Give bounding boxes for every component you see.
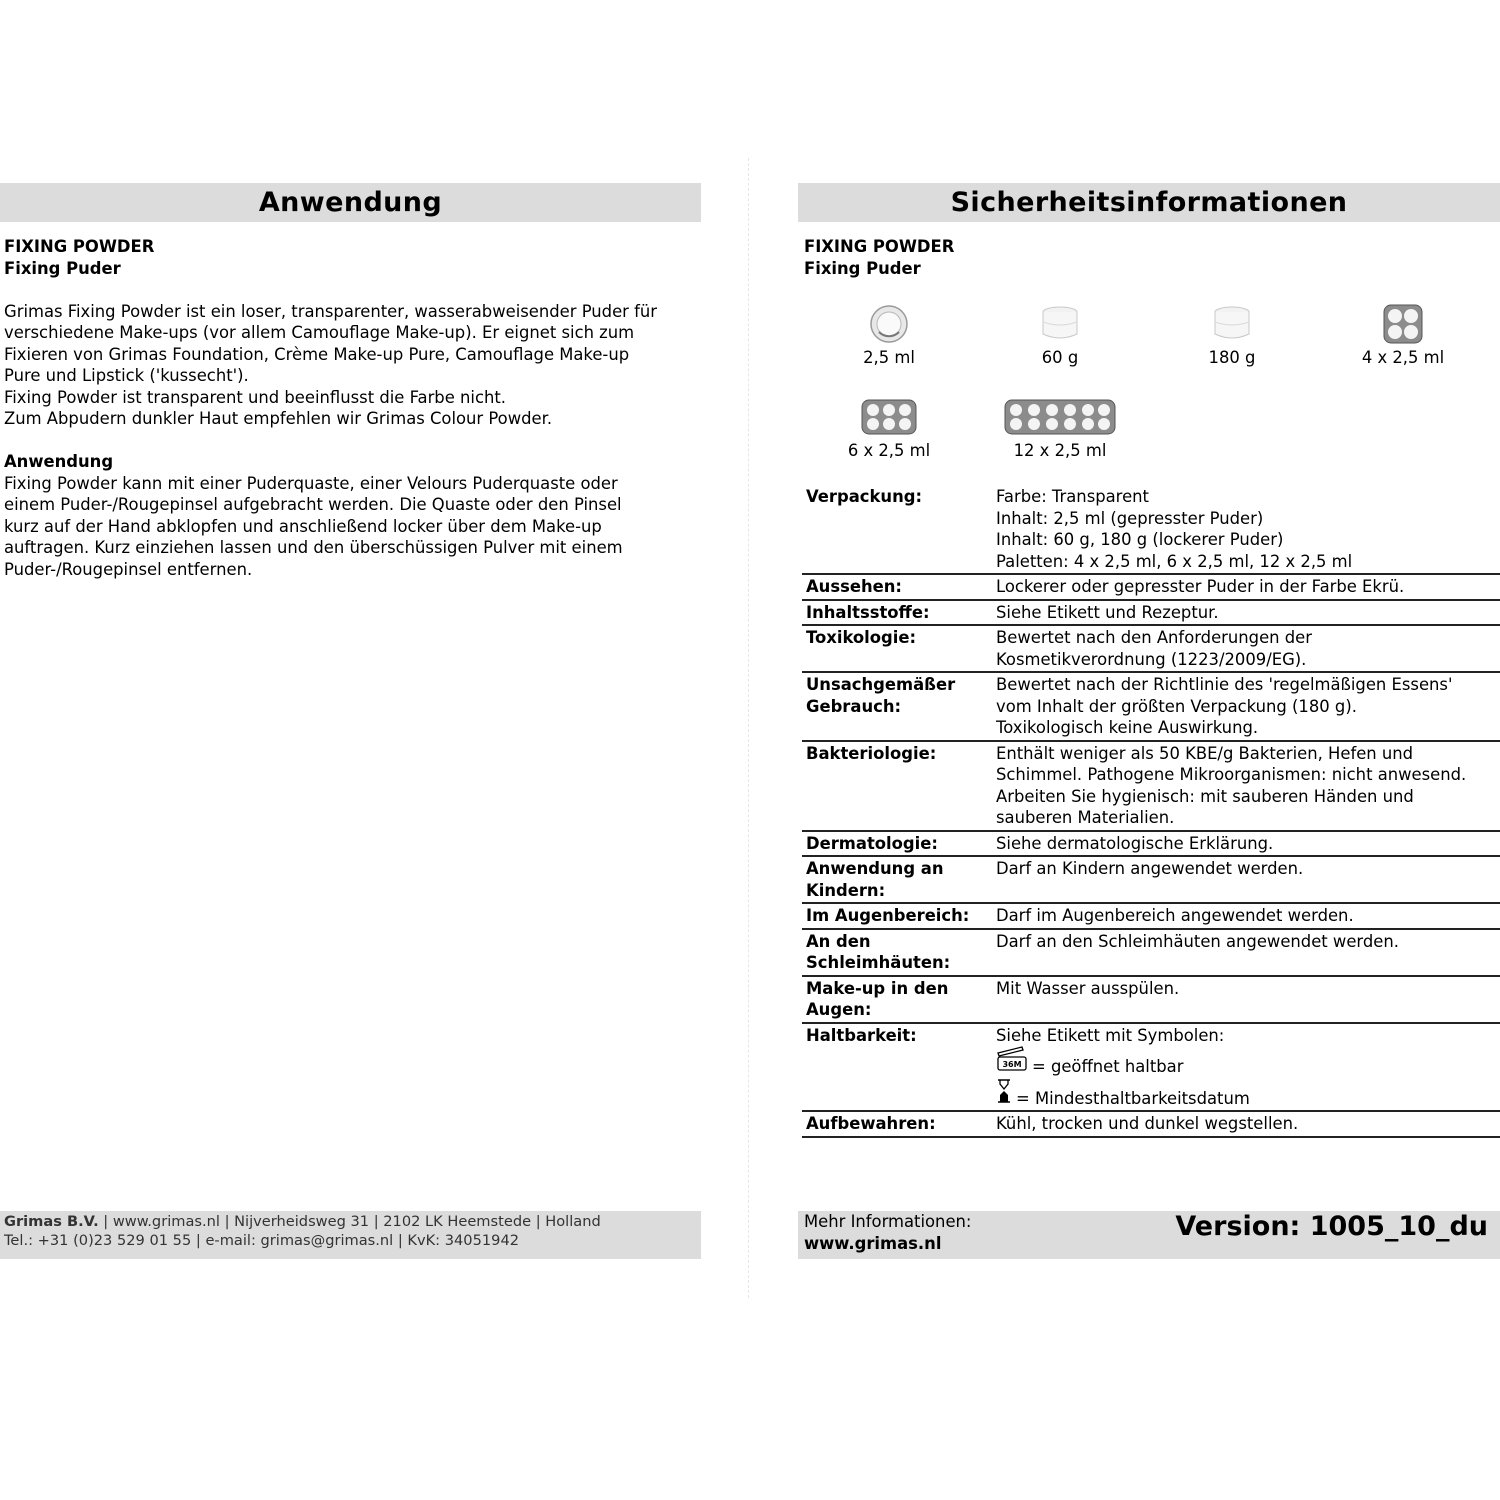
row-value <box>992 741 1500 831</box>
row-value <box>992 574 1500 600</box>
row-key: Make-up in den Augen: <box>806 978 949 1019</box>
ring-pan-icon <box>804 302 974 346</box>
usage-text: Fixing Powder kann mit einer Puderquaste, einer Velours Puderquaste oder einem Puder-/Rougepinsel aufgebracht werden. Die Quaste oder den Pinsel kurz auf der Hand abklopfen und anschließend locker über dem Make-up auftragen. Kurz einziehen lassen und den überschüssigen Pulver mit einem Puder-/Rougepinsel entfernen. <box>4 473 623 579</box>
application-heading-bar <box>0 183 701 222</box>
company-footer <box>0 1211 701 1259</box>
row-value <box>992 672 1500 741</box>
table-row <box>802 856 1500 903</box>
value-line: Darf an den Schleimhäuten angewendet werden. <box>996 931 1399 951</box>
row-key: Inhaltsstoffe: <box>806 602 930 622</box>
more-info <box>804 1211 971 1254</box>
value-line: Siehe dermatologische Erklärung. <box>996 833 1274 853</box>
package-item <box>804 302 974 367</box>
package-item <box>975 395 1145 460</box>
package-item <box>804 395 974 460</box>
application-heading: Anwendung <box>258 187 443 218</box>
value-line: Lockerer oder gepresster Puder in der Farbe Ekrü. <box>996 577 1405 596</box>
package-label: 2,5 ml <box>863 348 915 367</box>
package-label: 6 x 2,5 ml <box>847 441 931 460</box>
package-label: 12 x 2,5 ml <box>1013 441 1107 460</box>
row-key: Toxikologie: <box>806 628 917 647</box>
value-line: Kühl, trocken und dunkel wegstellen. <box>996 1114 1299 1133</box>
table-row <box>802 1111 1500 1137</box>
package-item <box>975 302 1145 367</box>
table-row <box>802 672 1500 741</box>
value-line: Schimmel. Pathogene Mikroorganismen: nicht anwesend. <box>996 765 1467 784</box>
row-key: Dermatologie: <box>806 833 938 853</box>
value-line: Mit Wasser ausspülen. <box>996 978 1180 998</box>
jar-icon <box>1147 302 1317 346</box>
row-value <box>992 600 1500 626</box>
package-label: 60 g <box>1041 348 1079 367</box>
more-info-link[interactable]: www.grimas.nl <box>804 1233 942 1253</box>
row-value <box>992 1023 1500 1112</box>
row-value <box>992 485 1500 574</box>
row-value <box>992 1111 1500 1137</box>
row-value <box>992 903 1500 929</box>
value-line: Arbeiten Sie hygienisch: mit sauberen Händen und <box>996 786 1414 806</box>
more-info-label: Mehr Informationen: <box>804 1212 972 1231</box>
safety-heading: Sicherheitsinformationen <box>950 187 1348 218</box>
value-line: Bewertet nach den Anforderungen der <box>996 628 1312 647</box>
product-subtitle: Fixing Puder <box>4 258 121 278</box>
pao-text: = geöffnet haltbar <box>1032 1057 1184 1076</box>
row-key: Unsachgemäßer Gebrauch: <box>806 675 956 716</box>
palette-6-icon <box>804 395 974 439</box>
row-key: Haltbarkeit: <box>806 1025 917 1045</box>
hourglass-icon <box>996 1078 1012 1110</box>
value-line: Toxikologisch keine Auswirkung. <box>996 718 1259 737</box>
value-line: Bewertet nach der Richtlinie des 'regelmäßigen Essens' <box>996 675 1453 694</box>
table-row <box>802 1023 1500 1112</box>
row-key: Bakteriologie: <box>806 743 937 763</box>
safety-heading-bar <box>798 183 1500 222</box>
pao-line <box>996 1046 1500 1078</box>
row-value <box>992 831 1500 857</box>
company-address: | www.grimas.nl | Nijverheidsweg 31 | 2102 LK Heemstede | Holland <box>98 1213 601 1230</box>
table-row <box>802 485 1500 574</box>
safety-product-name: FIXING POWDER <box>804 237 955 256</box>
safety-product-subtitle: Fixing Puder <box>804 258 921 278</box>
value-line: Siehe Etikett mit Symbolen: <box>996 1025 1225 1045</box>
row-key: Aussehen: <box>806 577 902 596</box>
package-item <box>1147 302 1317 367</box>
package-label: 4 x 2,5 ml <box>1361 348 1445 367</box>
version-label: Version: 1005_10_du <box>1175 1211 1488 1242</box>
value-line: Enthält weniger als 50 KBE/g Bakterien, Hefen und <box>996 743 1414 763</box>
row-key: Anwendung an Kindern: <box>806 859 944 900</box>
best-before-text: = Mindesthaltbarkeitsdatum <box>1016 1088 1250 1108</box>
row-key: Aufbewahren: <box>806 1114 936 1133</box>
package-item <box>1318 302 1488 367</box>
table-row <box>802 929 1500 976</box>
value-line: Inhalt: 2,5 ml (gepresster Puder) <box>996 508 1264 528</box>
palette-4-icon <box>1318 302 1488 346</box>
page-divider <box>748 158 749 1298</box>
value-line: Siehe Etikett und Rezeptur. <box>996 602 1219 622</box>
row-key: An den Schleimhäuten: <box>806 931 951 972</box>
value-line: Darf im Augenbereich angewendet werden. <box>996 906 1354 925</box>
product-name: FIXING POWDER <box>4 237 155 256</box>
package-label: 180 g <box>1208 348 1256 367</box>
row-key: Im Augenbereich: <box>806 906 970 925</box>
row-key: Verpackung: <box>806 487 923 506</box>
table-row <box>802 741 1500 831</box>
table-row <box>802 574 1500 600</box>
product-description: Grimas Fixing Powder ist ein loser, transparenter, wasserabweisender Puder für verschiedene Make-ups (vor allem Camouflage Make-up). Er eignet sich zum Fixieren von Grimas Foundation, Crème Make-up Pure, Camouflage Make-up Pure und Lipstick ('kussecht'). Fixing Powder ist transparent und beeinflusst die Farbe nicht. Zum Abpudern dunkler Haut empfehlen wir Grimas Colour Powder. <box>4 301 658 428</box>
best-before-line <box>996 1078 1500 1110</box>
value-line: sauberen Materialien. <box>996 808 1175 827</box>
info-footer <box>798 1211 1500 1259</box>
safety-product-header <box>804 236 954 279</box>
table-row <box>802 903 1500 929</box>
value-line: Paletten: 4 x 2,5 ml, 6 x 2,5 ml, 12 x 2,5 ml <box>996 551 1353 571</box>
row-value <box>992 976 1500 1023</box>
company-contact: Tel.: +31 (0)23 529 01 55 | e-mail: grimas@grimas.nl | KvK: 34051942 <box>4 1232 520 1249</box>
table-row <box>802 600 1500 626</box>
table-row <box>802 625 1500 672</box>
value-line: vom Inhalt der größten Verpackung (180 g). <box>996 696 1357 716</box>
pao-badge: 36M <box>1002 1060 1022 1069</box>
value-line: Darf an Kindern angewendet werden. <box>996 859 1304 878</box>
company-name: Grimas B.V. <box>4 1213 99 1230</box>
pao-jar-icon <box>996 1046 1028 1078</box>
value-line: Inhalt: 60 g, 180 g (lockerer Puder) <box>996 530 1284 549</box>
table-row <box>802 831 1500 857</box>
row-value <box>992 929 1500 976</box>
jar-icon <box>975 302 1145 346</box>
value-line: Kosmetikverordnung (1223/2009/EG). <box>996 649 1307 669</box>
row-value <box>992 625 1500 672</box>
palette-12-icon <box>975 395 1145 439</box>
value-line: Farbe: Transparent <box>996 487 1149 506</box>
row-value <box>992 856 1500 903</box>
usage-heading: Anwendung <box>4 452 114 471</box>
application-section <box>4 236 698 580</box>
safety-info-table <box>802 485 1500 1138</box>
table-row <box>802 976 1500 1023</box>
